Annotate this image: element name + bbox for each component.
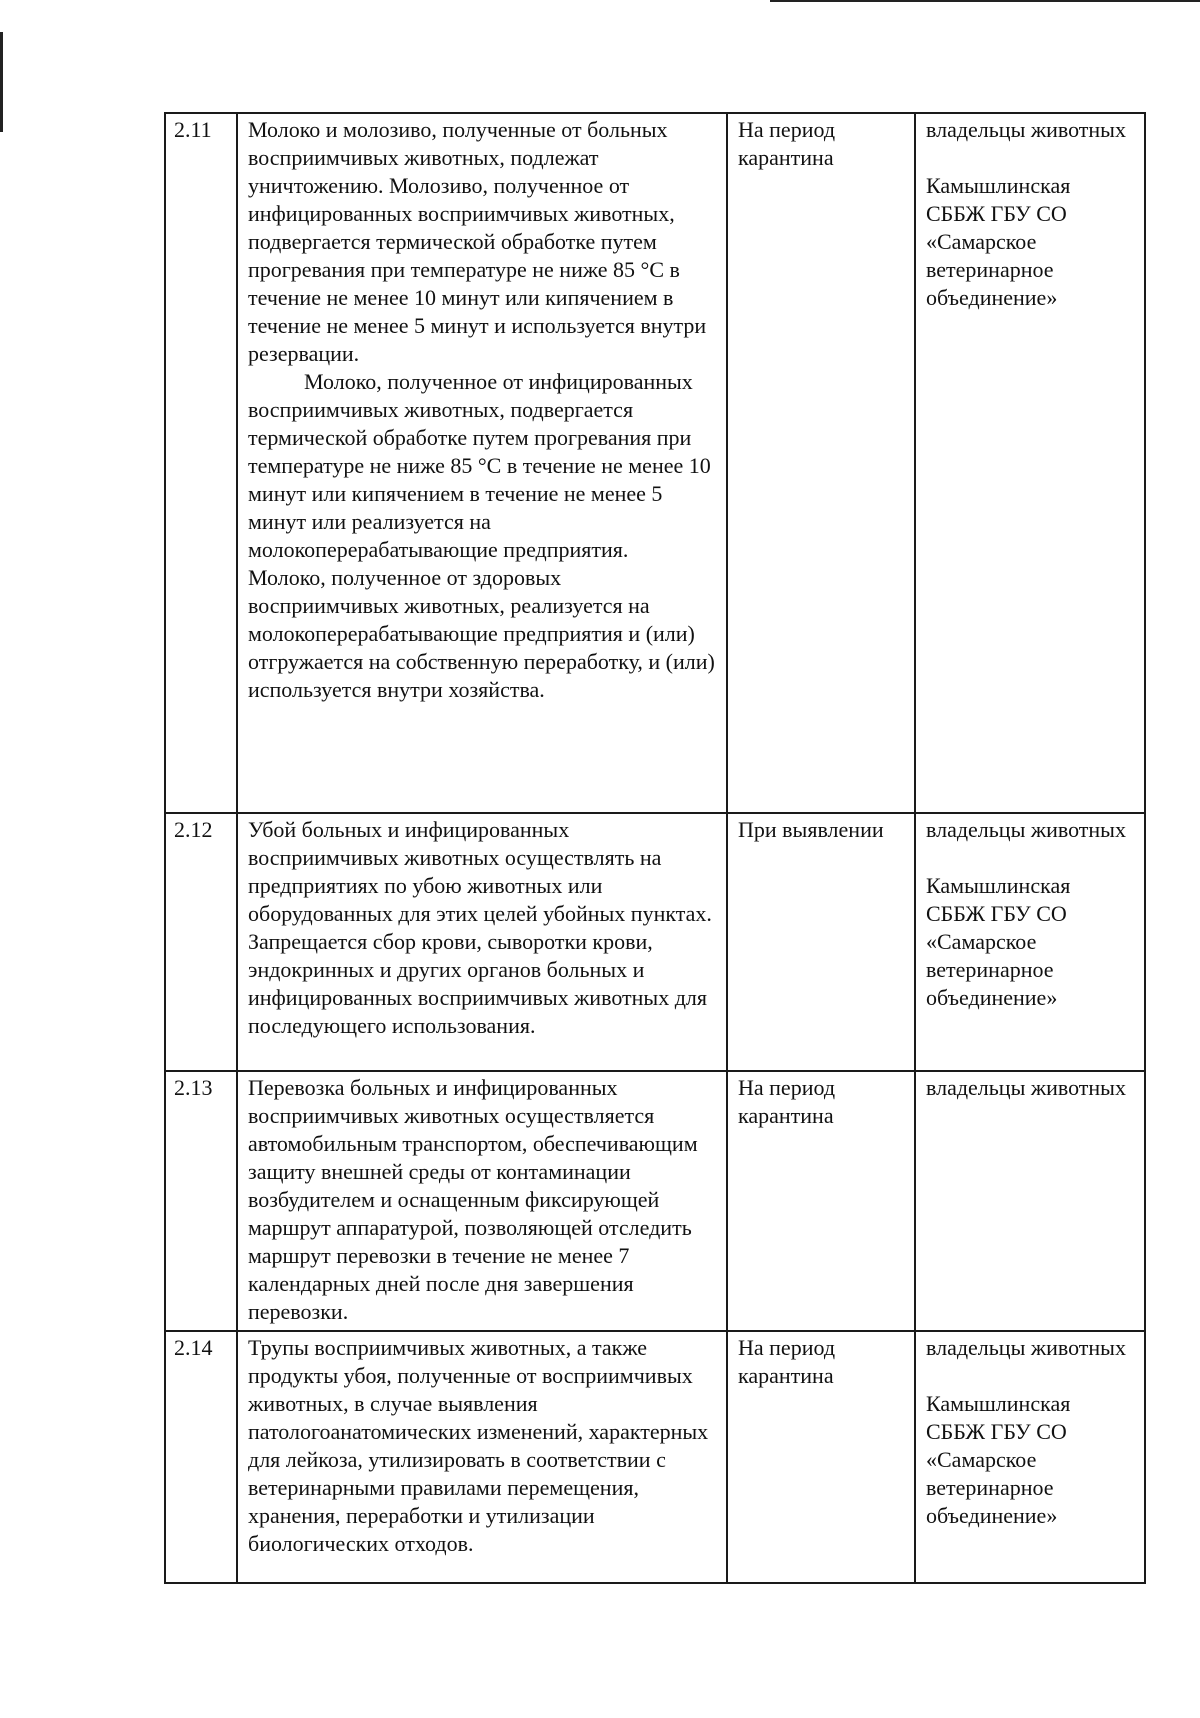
measure-paragraph: Молоко, полученное от здоровых восприимчивых животных, реализуется на молокоперерабатывающие предприятия и (или) отгружается на собственную переработку, и (или) используется внутри хозяйства. xyxy=(248,565,715,702)
item-number: 2.12 xyxy=(165,813,237,1071)
term-cell: На период карантина xyxy=(727,1331,915,1583)
item-number: 2.14 xyxy=(165,1331,237,1583)
scan-edge-mark-top xyxy=(770,0,1200,2)
responsible-agency: Камышлинская СББЖ ГБУ СО «Самарское ветеринарное объединение» xyxy=(926,173,1071,310)
responsible-owner: владельцы животных xyxy=(926,1335,1126,1360)
responsible-agency: Камышлинская СББЖ ГБУ СО «Самарское ветеринарное объединение» xyxy=(926,873,1071,1010)
measure-text xyxy=(237,1071,727,1331)
responsible-cell xyxy=(915,1071,1145,1331)
measure-paragraph: Молоко и молозиво, полученные от больных восприимчивых животных, подлежат уничтожению. Молозиво, полученное от инфицированных восприимчивых животных, подвергается термической обработке путем прогревания при температуре не ниже 85 °С в течение не менее 10 минут или кипячением в течение не менее 5 минут и используется внутри резервации. xyxy=(248,117,707,366)
term-cell: На период карантина xyxy=(727,1071,915,1331)
measure-text xyxy=(237,113,727,813)
term-cell: При выявлении xyxy=(727,813,915,1071)
measure-text xyxy=(237,1331,727,1583)
measure-paragraph: Трупы восприимчивых животных, а также продукты убоя, полученные от восприимчивых животных, в случае выявления патологоанатомических изменений, характерных для лейкоза, утилизировать в соответствии с ветеринарными правилами перемещения, хранения, переработки и утилизации биологических отходов. xyxy=(248,1335,709,1556)
measure-paragraph: Перевозка больных и инфицированных восприимчивых животных осуществляется автомобильным транспортом, обеспечивающим защиту внешней среды от контаминации возбудителем и оснащенным фиксирующей маршрут аппаратурой, позволяющей отследить маршрут перевозки в течение не менее 7 календарных дней после дня завершения перевозки. xyxy=(248,1075,698,1324)
item-number: 2.13 xyxy=(165,1071,237,1331)
term-cell: На период карантина xyxy=(727,113,915,813)
responsible-cell xyxy=(915,113,1145,813)
measure-paragraph: Молоко, полученное от инфицированных восприимчивых животных, подвергается термической обработке путем прогревания при температуре не ниже 85 °С в течение не менее 10 минут или кипячением в течение не менее 5 минут или реализуется на молокоперерабатывающие предприятия. xyxy=(248,369,711,562)
item-number: 2.11 xyxy=(165,113,237,813)
table-row xyxy=(165,113,1145,813)
responsible-cell xyxy=(915,813,1145,1071)
measure-paragraph: Убой больных и инфицированных восприимчивых животных осуществлять на предприятиях по убою животных или оборудованных для этих целей убойных пунктах. Запрещается сбор крови, сыворотки крови, эндокринных и других органов больных и инфицированных восприимчивых животных для последующего использования. xyxy=(248,817,712,1038)
table-row xyxy=(165,1071,1145,1331)
measure-text xyxy=(237,813,727,1071)
responsible-owner: владельцы животных xyxy=(926,1075,1126,1100)
scan-edge-mark-left xyxy=(0,32,3,132)
responsible-owner: владельцы животных xyxy=(926,817,1126,842)
measures-table xyxy=(164,112,1146,1584)
table-row xyxy=(165,813,1145,1071)
responsible-agency: Камышлинская СББЖ ГБУ СО «Самарское ветеринарное объединение» xyxy=(926,1391,1071,1528)
table-row xyxy=(165,1331,1145,1583)
responsible-owner: владельцы животных xyxy=(926,117,1126,142)
responsible-cell xyxy=(915,1331,1145,1583)
